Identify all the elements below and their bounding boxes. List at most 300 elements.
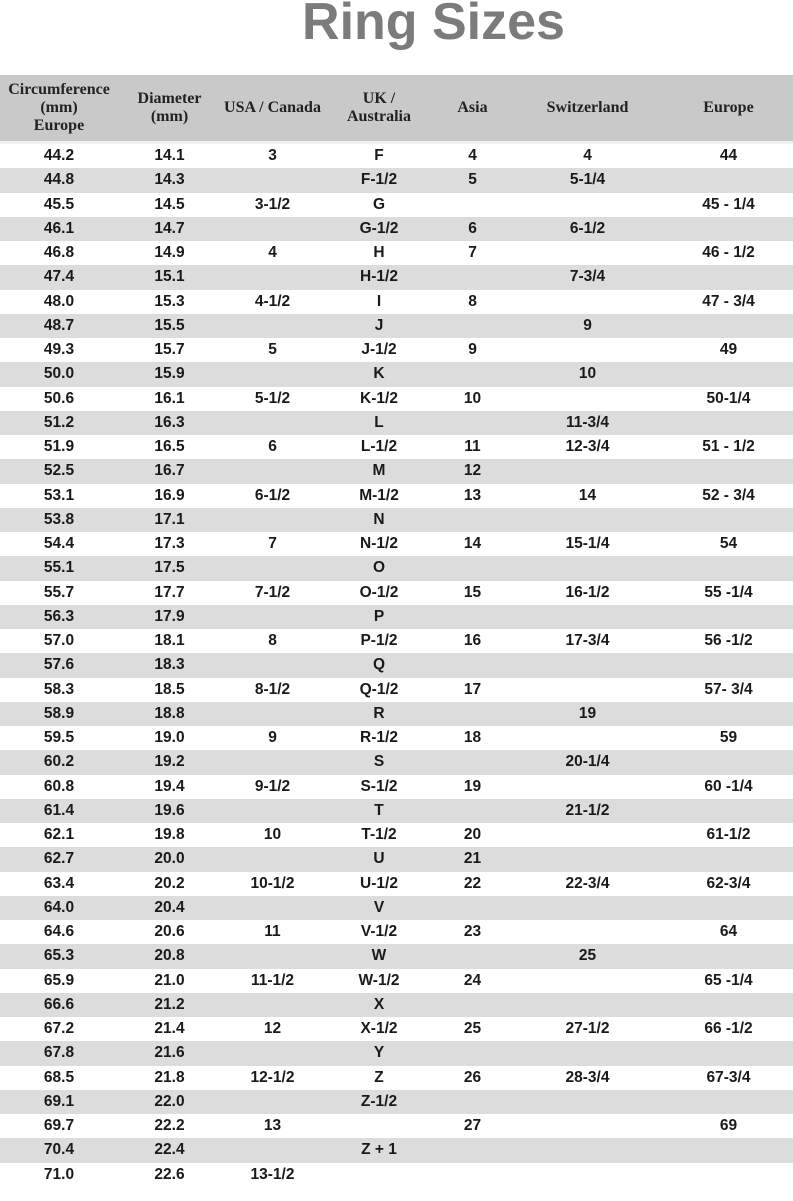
cell-uk-australia: Z — [324, 1066, 434, 1090]
cell-switzerland — [511, 823, 664, 847]
cell-uk-australia: R — [324, 702, 434, 726]
cell-switzerland — [511, 1163, 664, 1187]
cell-circumference: 62.7 — [0, 847, 118, 871]
cell-diameter: 17.9 — [118, 605, 221, 629]
cell-europe: 52 - 3/4 — [664, 484, 793, 508]
cell-europe — [664, 168, 793, 192]
cell-uk-australia: M-1/2 — [324, 484, 434, 508]
cell-europe: 65 -1/4 — [664, 969, 793, 993]
cell-switzerland — [511, 969, 664, 993]
header-line: Europe — [703, 99, 754, 116]
cell-usa-canada — [221, 362, 324, 386]
cell-asia: 22 — [434, 872, 511, 896]
header-circumference — [0, 75, 118, 143]
cell-uk-australia: P — [324, 605, 434, 629]
cell-asia — [434, 265, 511, 289]
cell-circumference: 65.9 — [0, 969, 118, 993]
cell-asia: 14 — [434, 532, 511, 556]
table-row — [0, 702, 793, 726]
cell-europe — [664, 605, 793, 629]
cell-asia: 7 — [434, 241, 511, 265]
table-row — [0, 338, 793, 362]
cell-usa-canada — [221, 993, 324, 1017]
cell-diameter: 15.3 — [118, 290, 221, 314]
cell-asia: 17 — [434, 678, 511, 702]
cell-uk-australia: X-1/2 — [324, 1017, 434, 1041]
table-row — [0, 290, 793, 314]
cell-diameter: 19.4 — [118, 775, 221, 799]
cell-circumference: 64.0 — [0, 896, 118, 920]
table-row — [0, 556, 793, 580]
cell-circumference: 52.5 — [0, 459, 118, 483]
table-row — [0, 750, 793, 774]
cell-circumference: 68.5 — [0, 1066, 118, 1090]
cell-diameter: 18.1 — [118, 629, 221, 653]
cell-uk-australia: V-1/2 — [324, 920, 434, 944]
cell-asia — [434, 362, 511, 386]
cell-diameter: 18.8 — [118, 702, 221, 726]
cell-circumference: 55.1 — [0, 556, 118, 580]
cell-usa-canada — [221, 799, 324, 823]
cell-circumference: 62.1 — [0, 823, 118, 847]
table-row — [0, 532, 793, 556]
cell-asia: 12 — [434, 459, 511, 483]
table-row — [0, 387, 793, 411]
cell-europe — [664, 265, 793, 289]
header-switzerland — [511, 75, 664, 143]
table-row — [0, 217, 793, 241]
table-row — [0, 508, 793, 532]
cell-uk-australia: S — [324, 750, 434, 774]
cell-diameter: 19.8 — [118, 823, 221, 847]
cell-diameter: 20.6 — [118, 920, 221, 944]
cell-diameter: 22.2 — [118, 1114, 221, 1138]
cell-circumference: 65.3 — [0, 944, 118, 968]
cell-europe: 69 — [664, 1114, 793, 1138]
cell-switzerland — [511, 1114, 664, 1138]
cell-diameter: 15.1 — [118, 265, 221, 289]
cell-circumference: 44.8 — [0, 168, 118, 192]
cell-uk-australia: G — [324, 193, 434, 217]
cell-asia: 5 — [434, 168, 511, 192]
cell-circumference: 50.6 — [0, 387, 118, 411]
cell-europe: 57- 3/4 — [664, 678, 793, 702]
cell-usa-canada — [221, 508, 324, 532]
cell-europe: 54 — [664, 532, 793, 556]
cell-switzerland — [511, 290, 664, 314]
cell-europe — [664, 314, 793, 338]
cell-diameter: 21.2 — [118, 993, 221, 1017]
header-europe — [664, 75, 793, 143]
table-row — [0, 459, 793, 483]
table-body — [0, 143, 793, 1187]
cell-circumference: 70.4 — [0, 1138, 118, 1162]
cell-europe: 49 — [664, 338, 793, 362]
cell-diameter: 19.2 — [118, 750, 221, 774]
cell-diameter: 21.8 — [118, 1066, 221, 1090]
cell-europe: 62-3/4 — [664, 872, 793, 896]
cell-europe: 64 — [664, 920, 793, 944]
table-row — [0, 435, 793, 459]
cell-asia: 20 — [434, 823, 511, 847]
cell-asia — [434, 702, 511, 726]
cell-switzerland: 15-1/4 — [511, 532, 664, 556]
table-row — [0, 799, 793, 823]
header-line: Circumference — [8, 81, 110, 98]
cell-europe: 51 - 1/2 — [664, 435, 793, 459]
cell-usa-canada: 4-1/2 — [221, 290, 324, 314]
cell-uk-australia: U-1/2 — [324, 872, 434, 896]
table-row — [0, 265, 793, 289]
cell-switzerland: 12-3/4 — [511, 435, 664, 459]
cell-europe: 45 - 1/4 — [664, 193, 793, 217]
cell-asia: 23 — [434, 920, 511, 944]
cell-diameter: 17.7 — [118, 581, 221, 605]
table-row — [0, 1114, 793, 1138]
cell-circumference: 71.0 — [0, 1163, 118, 1187]
cell-circumference: 56.3 — [0, 605, 118, 629]
cell-switzerland: 17-3/4 — [511, 629, 664, 653]
cell-circumference: 67.2 — [0, 1017, 118, 1041]
cell-switzerland — [511, 387, 664, 411]
cell-uk-australia: F-1/2 — [324, 168, 434, 192]
cell-switzerland: 20-1/4 — [511, 750, 664, 774]
cell-europe: 66 -1/2 — [664, 1017, 793, 1041]
cell-asia — [434, 896, 511, 920]
cell-diameter: 15.5 — [118, 314, 221, 338]
cell-europe: 61-1/2 — [664, 823, 793, 847]
cell-usa-canada — [221, 944, 324, 968]
table-row — [0, 362, 793, 386]
ring-size-table — [0, 75, 793, 1187]
cell-uk-australia: T — [324, 799, 434, 823]
cell-circumference: 69.7 — [0, 1114, 118, 1138]
header-uk-australia — [324, 75, 434, 143]
header-line: Diameter — [137, 90, 202, 107]
table-row — [0, 484, 793, 508]
cell-circumference: 53.1 — [0, 484, 118, 508]
cell-switzerland — [511, 726, 664, 750]
cell-usa-canada: 10 — [221, 823, 324, 847]
header-line: USA / Canada — [224, 99, 321, 116]
cell-circumference: 57.0 — [0, 629, 118, 653]
cell-usa-canada: 11 — [221, 920, 324, 944]
table-row — [0, 726, 793, 750]
table-row — [0, 1041, 793, 1065]
cell-asia: 9 — [434, 338, 511, 362]
cell-uk-australia: P-1/2 — [324, 629, 434, 653]
cell-usa-canada — [221, 411, 324, 435]
cell-uk-australia: Q-1/2 — [324, 678, 434, 702]
cell-asia: 21 — [434, 847, 511, 871]
cell-uk-australia: N — [324, 508, 434, 532]
cell-switzerland: 11-3/4 — [511, 411, 664, 435]
cell-circumference: 60.2 — [0, 750, 118, 774]
header-row — [0, 75, 793, 143]
cell-usa-canada: 13 — [221, 1114, 324, 1138]
cell-asia: 16 — [434, 629, 511, 653]
cell-diameter: 20.0 — [118, 847, 221, 871]
cell-diameter: 20.2 — [118, 872, 221, 896]
cell-uk-australia: I — [324, 290, 434, 314]
table-row — [0, 653, 793, 677]
cell-uk-australia: Z + 1 — [324, 1138, 434, 1162]
table-row — [0, 823, 793, 847]
cell-usa-canada: 3-1/2 — [221, 193, 324, 217]
cell-usa-canada: 8 — [221, 629, 324, 653]
cell-uk-australia: J — [324, 314, 434, 338]
cell-usa-canada — [221, 1090, 324, 1114]
header-line: UK / — [362, 90, 396, 107]
cell-uk-australia: F — [324, 143, 434, 169]
cell-asia: 10 — [434, 387, 511, 411]
cell-switzerland — [511, 896, 664, 920]
cell-europe — [664, 799, 793, 823]
cell-asia: 13 — [434, 484, 511, 508]
cell-diameter: 17.1 — [118, 508, 221, 532]
cell-uk-australia: L-1/2 — [324, 435, 434, 459]
cell-diameter: 14.5 — [118, 193, 221, 217]
cell-switzerland — [511, 993, 664, 1017]
cell-switzerland: 10 — [511, 362, 664, 386]
cell-diameter: 20.4 — [118, 896, 221, 920]
cell-diameter: 16.5 — [118, 435, 221, 459]
table-row — [0, 1138, 793, 1162]
cell-diameter: 21.4 — [118, 1017, 221, 1041]
cell-asia: 19 — [434, 775, 511, 799]
cell-uk-australia: S-1/2 — [324, 775, 434, 799]
cell-switzerland: 28-3/4 — [511, 1066, 664, 1090]
cell-europe — [664, 1138, 793, 1162]
cell-asia — [434, 193, 511, 217]
cell-asia — [434, 314, 511, 338]
cell-usa-canada — [221, 847, 324, 871]
cell-diameter: 18.5 — [118, 678, 221, 702]
cell-europe: 44 — [664, 143, 793, 169]
cell-uk-australia: O — [324, 556, 434, 580]
cell-usa-canada: 5-1/2 — [221, 387, 324, 411]
cell-europe — [664, 944, 793, 968]
cell-asia: 27 — [434, 1114, 511, 1138]
cell-diameter: 15.9 — [118, 362, 221, 386]
cell-diameter: 17.3 — [118, 532, 221, 556]
cell-usa-canada — [221, 896, 324, 920]
cell-circumference: 60.8 — [0, 775, 118, 799]
cell-asia — [434, 508, 511, 532]
ring-size-table-container — [0, 75, 793, 1195]
cell-usa-canada — [221, 459, 324, 483]
cell-europe — [664, 1041, 793, 1065]
cell-asia: 24 — [434, 969, 511, 993]
cell-usa-canada: 6-1/2 — [221, 484, 324, 508]
cell-asia — [434, 1041, 511, 1065]
cell-usa-canada: 3 — [221, 143, 324, 169]
cell-europe — [664, 556, 793, 580]
cell-switzerland: 16-1/2 — [511, 581, 664, 605]
cell-switzerland — [511, 508, 664, 532]
cell-diameter: 14.1 — [118, 143, 221, 169]
cell-switzerland — [511, 241, 664, 265]
cell-usa-canada: 12-1/2 — [221, 1066, 324, 1090]
cell-circumference: 49.3 — [0, 338, 118, 362]
table-row — [0, 193, 793, 217]
cell-europe — [664, 411, 793, 435]
cell-usa-canada — [221, 702, 324, 726]
cell-diameter: 18.3 — [118, 653, 221, 677]
cell-uk-australia — [324, 1163, 434, 1187]
cell-usa-canada — [221, 605, 324, 629]
table-row — [0, 314, 793, 338]
cell-diameter: 22.6 — [118, 1163, 221, 1187]
cell-usa-canada — [221, 556, 324, 580]
cell-usa-canada: 4 — [221, 241, 324, 265]
cell-uk-australia: W-1/2 — [324, 969, 434, 993]
cell-usa-canada — [221, 217, 324, 241]
cell-circumference: 58.3 — [0, 678, 118, 702]
cell-circumference: 46.1 — [0, 217, 118, 241]
table-row — [0, 168, 793, 192]
cell-europe — [664, 1163, 793, 1187]
cell-diameter: 19.6 — [118, 799, 221, 823]
cell-asia: 8 — [434, 290, 511, 314]
cell-europe: 56 -1/2 — [664, 629, 793, 653]
cell-asia — [434, 605, 511, 629]
cell-diameter: 16.9 — [118, 484, 221, 508]
cell-uk-australia: K — [324, 362, 434, 386]
cell-europe — [664, 459, 793, 483]
table-row — [0, 1090, 793, 1114]
cell-diameter: 20.8 — [118, 944, 221, 968]
cell-diameter: 16.3 — [118, 411, 221, 435]
cell-switzerland: 5-1/4 — [511, 168, 664, 192]
cell-usa-canada — [221, 314, 324, 338]
cell-uk-australia: U — [324, 847, 434, 871]
cell-diameter: 21.0 — [118, 969, 221, 993]
cell-circumference: 53.8 — [0, 508, 118, 532]
cell-usa-canada — [221, 265, 324, 289]
cell-switzerland — [511, 653, 664, 677]
cell-asia — [434, 993, 511, 1017]
cell-uk-australia: H — [324, 241, 434, 265]
cell-europe — [664, 217, 793, 241]
cell-circumference: 51.2 — [0, 411, 118, 435]
cell-usa-canada — [221, 168, 324, 192]
cell-europe — [664, 508, 793, 532]
cell-switzerland: 7-3/4 — [511, 265, 664, 289]
cell-diameter: 14.9 — [118, 241, 221, 265]
cell-uk-australia: H-1/2 — [324, 265, 434, 289]
cell-uk-australia: V — [324, 896, 434, 920]
cell-circumference: 58.9 — [0, 702, 118, 726]
table-row — [0, 920, 793, 944]
table-row — [0, 993, 793, 1017]
cell-diameter: 16.1 — [118, 387, 221, 411]
cell-circumference: 48.7 — [0, 314, 118, 338]
cell-switzerland — [511, 1138, 664, 1162]
cell-circumference: 57.6 — [0, 653, 118, 677]
table-row — [0, 143, 793, 169]
page-title: Ring Sizes — [302, 0, 565, 51]
cell-asia — [434, 1090, 511, 1114]
cell-europe: 59 — [664, 726, 793, 750]
cell-diameter: 17.5 — [118, 556, 221, 580]
cell-switzerland — [511, 193, 664, 217]
cell-uk-australia: Y — [324, 1041, 434, 1065]
table-row — [0, 872, 793, 896]
table-row — [0, 1066, 793, 1090]
cell-asia — [434, 411, 511, 435]
cell-circumference: 47.4 — [0, 265, 118, 289]
header-line: (mm) — [150, 108, 189, 125]
cell-europe: 47 - 3/4 — [664, 290, 793, 314]
cell-usa-canada: 5 — [221, 338, 324, 362]
cell-usa-canada: 9-1/2 — [221, 775, 324, 799]
cell-uk-australia: R-1/2 — [324, 726, 434, 750]
cell-uk-australia: Q — [324, 653, 434, 677]
cell-usa-canada: 9 — [221, 726, 324, 750]
cell-uk-australia: N-1/2 — [324, 532, 434, 556]
cell-switzerland — [511, 920, 664, 944]
cell-circumference: 59.5 — [0, 726, 118, 750]
cell-asia: 15 — [434, 581, 511, 605]
cell-europe: 55 -1/4 — [664, 581, 793, 605]
cell-usa-canada — [221, 750, 324, 774]
cell-switzerland — [511, 556, 664, 580]
cell-switzerland — [511, 1090, 664, 1114]
cell-usa-canada — [221, 1138, 324, 1162]
table-row — [0, 1017, 793, 1041]
cell-diameter: 16.7 — [118, 459, 221, 483]
cell-asia — [434, 799, 511, 823]
cell-switzerland: 14 — [511, 484, 664, 508]
cell-circumference: 54.4 — [0, 532, 118, 556]
cell-switzerland — [511, 1041, 664, 1065]
cell-diameter: 22.4 — [118, 1138, 221, 1162]
cell-switzerland: 22-3/4 — [511, 872, 664, 896]
cell-asia — [434, 1163, 511, 1187]
cell-usa-canada: 7 — [221, 532, 324, 556]
table-row — [0, 944, 793, 968]
cell-asia — [434, 750, 511, 774]
cell-switzerland: 27-1/2 — [511, 1017, 664, 1041]
cell-europe: 60 -1/4 — [664, 775, 793, 799]
cell-circumference: 45.5 — [0, 193, 118, 217]
cell-circumference: 67.8 — [0, 1041, 118, 1065]
cell-uk-australia: M — [324, 459, 434, 483]
cell-uk-australia — [324, 1114, 434, 1138]
cell-europe — [664, 993, 793, 1017]
cell-switzerland: 21-1/2 — [511, 799, 664, 823]
cell-circumference: 63.4 — [0, 872, 118, 896]
header-asia — [434, 75, 511, 143]
cell-uk-australia: T-1/2 — [324, 823, 434, 847]
cell-usa-canada: 13-1/2 — [221, 1163, 324, 1187]
cell-diameter: 14.3 — [118, 168, 221, 192]
cell-circumference: 46.8 — [0, 241, 118, 265]
cell-asia: 6 — [434, 217, 511, 241]
cell-usa-canada: 11-1/2 — [221, 969, 324, 993]
cell-asia: 18 — [434, 726, 511, 750]
cell-circumference: 51.9 — [0, 435, 118, 459]
cell-switzerland — [511, 678, 664, 702]
cell-switzerland — [511, 847, 664, 871]
cell-uk-australia: J-1/2 — [324, 338, 434, 362]
cell-switzerland: 4 — [511, 143, 664, 169]
cell-circumference: 66.6 — [0, 993, 118, 1017]
cell-switzerland — [511, 775, 664, 799]
cell-circumference: 61.4 — [0, 799, 118, 823]
table-row — [0, 969, 793, 993]
